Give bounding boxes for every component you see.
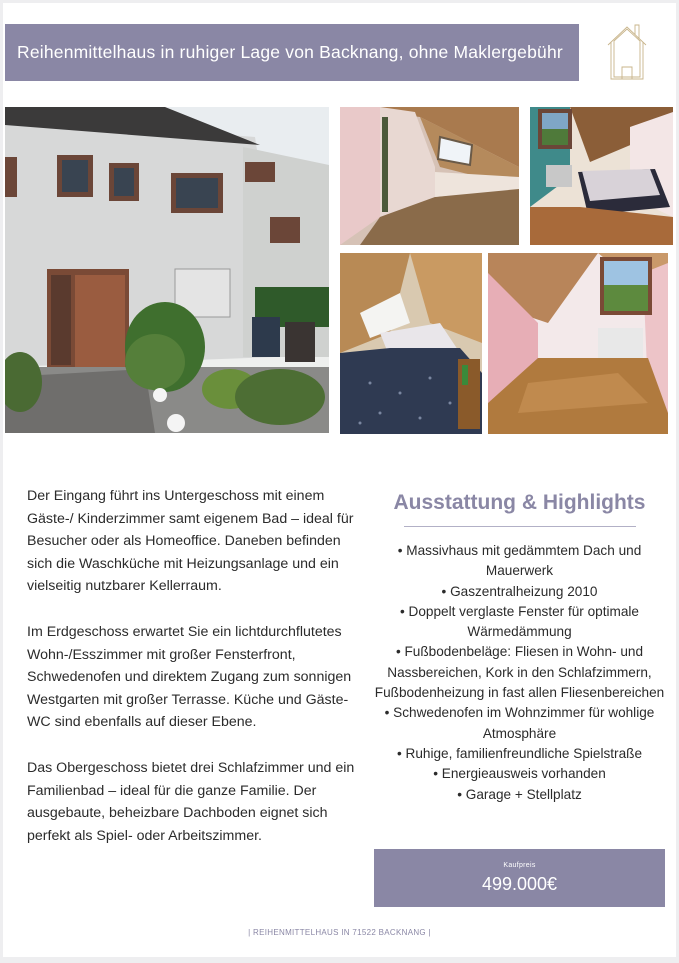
attic-bedroom-photo <box>530 107 673 245</box>
feature-item: • Massivhaus mit gedämmtem Dach und Mauerwerk <box>397 543 642 579</box>
price-box <box>374 849 665 907</box>
house-outline-icon <box>605 21 649 81</box>
pink-attic-room-photo <box>488 253 668 434</box>
page-title: Reihenmittelhaus in ruhiger Lage von Backnang, ohne Maklergebühr <box>17 42 563 62</box>
description-paragraph-1: Der Eingang führt ins Untergeschoss mit einem Gäste-/ Kinderzimmer samt eigenem Bad – ideal für Besucher oder als Homeoffice. Daneben befinden sich die Waschküche mit Heizungsanlage und ein vielseitig nutzbarer Kellerraum. <box>27 488 354 595</box>
attic-carpet-room-photo <box>340 253 482 434</box>
features-list <box>374 541 665 805</box>
feature-item: • Schwedenofen im Wohnzimmer für wohlige Atmosphäre <box>384 705 655 741</box>
attic-room-skylight-photo <box>340 107 519 245</box>
description-text <box>27 485 357 870</box>
feature-item: • Garage + Stellplatz <box>457 786 582 802</box>
feature-item: • Doppelt verglaste Fenster für optimale Wärmedämmung <box>400 603 639 640</box>
price-label: Kaufpreis <box>503 862 536 869</box>
feature-item: • Fußbodenbeläge: Fliesen in Wohn- und Nassbereichen, Kork in den Schlafzimmern, Fußbodenheizung in fast allen Fliesenbereichen <box>374 644 665 701</box>
footer-text: | REIHENMITTELHAUS IN 71522 BACKNANG | <box>248 928 431 937</box>
feature-item: • Ruhige, familienfreundliche Spielstraße <box>396 745 643 761</box>
house-facade-photo <box>5 107 329 433</box>
feature-item: • Gaszentralheizung 2010 <box>441 583 598 599</box>
feature-item: • Energieausweis vorhanden <box>433 766 606 782</box>
features-divider <box>404 526 636 527</box>
title-bar <box>5 24 579 81</box>
description-paragraph-3: Das Obergeschoss bietet drei Schlafzimmer und ein Familienbad – ideal für die ganze Familie. Der ausgebaute, beheizbare Dachboden eignet sich perfekt als Spiel- oder Arbeitszimmer. <box>27 759 355 844</box>
description-paragraph-2: Im Erdgeschoss erwartet Sie ein lichtdurchflutetes Wohn-/Esszimmer mit großer Fensterfront, Schwedenofen und direktem Zugang zum sonnigen Westgarten mit großer Terrasse. Küche und Gäste-WC sind ebenfalls auf dieser Ebene. <box>27 623 352 731</box>
features-section <box>374 491 665 805</box>
features-heading: Ausstattung & Highlights <box>393 491 646 514</box>
expose-page <box>3 3 676 957</box>
price-value: 499.000€ <box>481 874 558 894</box>
